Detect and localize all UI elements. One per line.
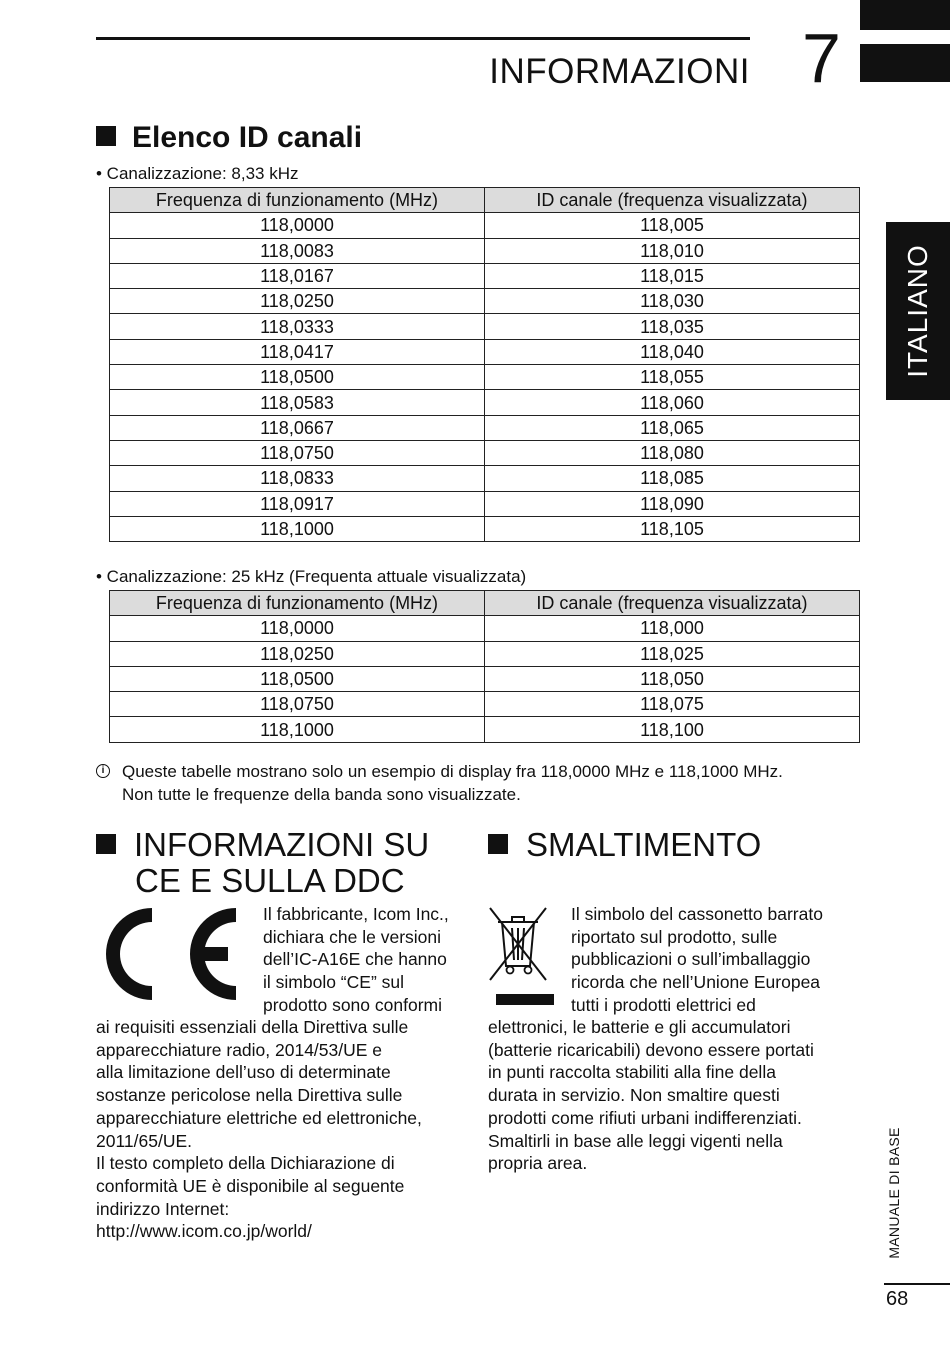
operating-frequency-cell: 118,0250 <box>110 289 485 314</box>
chapter-number: 7 <box>802 19 841 97</box>
table-row <box>110 641 860 666</box>
operating-frequency-cell: 118,0000 <box>110 616 485 641</box>
ce-body-text: ai requisiti essenziali della Direttiva sulle apparecchiature radio, 2014/53/UE e alla limitazione dell’uso di determinate sostanze pericolose nella Direttiva sulle apparecchiature elettriche ed elettroniche, 2011/65/UE. Il testo completo della Dichiarazione di conformità UE è disponibile al seguente indirizzo Internet: http://www.icom.co.jp/world/ <box>96 1017 422 1242</box>
table-row <box>110 263 860 288</box>
chapter-tab-block <box>860 44 950 82</box>
channel-id-cell: 118,060 <box>485 390 860 415</box>
operating-frequency-cell: 118,0083 <box>110 238 485 263</box>
operating-frequency-cell: 118,1000 <box>110 717 485 742</box>
table-header-row <box>110 591 860 616</box>
manual-side-label-text: MANUALE DI BASE <box>886 1126 902 1259</box>
operating-frequency-cell: 118,1000 <box>110 516 485 541</box>
table-row <box>110 440 860 465</box>
note-line-1: Queste tabelle mostrano solo un esempio di display fra 118,0000 MHz e 118,1000 MHz. <box>122 762 783 781</box>
channel-id-cell: 118,075 <box>485 692 860 717</box>
chapter-title: INFORMAZIONI <box>489 52 750 91</box>
channel-id-cell: 118,090 <box>485 491 860 516</box>
page-number: 68 <box>886 1288 909 1310</box>
channel-id-cell: 118,025 <box>485 641 860 666</box>
table-row <box>110 213 860 238</box>
channel-id-cell: 118,055 <box>485 365 860 390</box>
ce-mark-logo <box>96 902 242 1006</box>
operating-frequency-cell: 118,0500 <box>110 365 485 390</box>
table-row <box>110 666 860 691</box>
table-header-row <box>110 188 860 213</box>
table1-caption: • Canalizzazione: 8,33 kHz <box>96 164 299 183</box>
column-header: ID canale (frequenza visualizzata) <box>485 188 860 213</box>
table-row <box>110 692 860 717</box>
channel-list-heading-text: Elenco ID canali <box>132 121 363 154</box>
operating-frequency-cell: 118,0750 <box>110 440 485 465</box>
heading-square-icon <box>488 834 508 854</box>
table-note <box>96 760 783 806</box>
table-row <box>110 339 860 364</box>
heading-square-icon <box>96 834 116 854</box>
language-tab <box>886 222 950 400</box>
ce-intro-text: Il fabbricante, Icom Inc., dichiara che le versioni dell’IC-A16E che hanno il simbolo “CE” sul prodotto sono conformi <box>263 904 449 1015</box>
table2-caption: • Canalizzazione: 25 kHz (Frequenta attuale visualizzata) <box>96 567 527 586</box>
disposal-heading-text: SMALTIMENTO <box>526 826 762 863</box>
channel-id-cell: 118,065 <box>485 415 860 440</box>
channel-id-cell: 118,080 <box>485 440 860 465</box>
footer-rule <box>884 1283 950 1285</box>
operating-frequency-cell: 118,0667 <box>110 415 485 440</box>
info-icon: i <box>96 764 110 778</box>
note-line-2: Non tutte le frequenze della banda sono visualizzate. <box>122 785 521 804</box>
table-row <box>110 516 860 541</box>
channel-list-heading <box>96 121 362 155</box>
ce-heading-line2: CE E SULLA DDC <box>135 862 405 899</box>
table-row <box>110 616 860 641</box>
operating-frequency-cell: 118,0500 <box>110 666 485 691</box>
channel-id-cell: 118,040 <box>485 339 860 364</box>
channel-table-25 <box>109 590 860 743</box>
channel-id-cell: 118,030 <box>485 289 860 314</box>
header-rule <box>96 37 750 40</box>
table-row <box>110 390 860 415</box>
channel-id-cell: 118,105 <box>485 516 860 541</box>
manual-side-label <box>884 1120 904 1265</box>
channel-id-cell: 118,000 <box>485 616 860 641</box>
operating-frequency-cell: 118,0833 <box>110 466 485 491</box>
table-row <box>110 466 860 491</box>
channel-id-cell: 118,100 <box>485 717 860 742</box>
operating-frequency-cell: 118,0250 <box>110 641 485 666</box>
channel-id-cell: 118,035 <box>485 314 860 339</box>
column-header: ID canale (frequenza visualizzata) <box>485 591 860 616</box>
column-header: Frequenza di funzionamento (MHz) <box>110 591 485 616</box>
table-row <box>110 365 860 390</box>
chapter-tab-block-top <box>860 0 950 30</box>
crossed-out-bin-icon <box>488 904 556 1006</box>
heading-square-icon <box>96 126 116 146</box>
ce-heading <box>96 827 429 899</box>
operating-frequency-cell: 118,0917 <box>110 491 485 516</box>
channel-table-833 <box>109 187 860 542</box>
table-row <box>110 491 860 516</box>
channel-id-cell: 118,085 <box>485 466 860 491</box>
disposal-heading <box>488 827 761 863</box>
disposal-intro-text: Il simbolo del cassonetto barrato riportato sul prodotto, sulle pubblicazioni o sull’imballaggio ricorda che nell’Unione Europea tutti i prodotti elettrici ed <box>571 904 823 1015</box>
column-header: Frequenza di funzionamento (MHz) <box>110 188 485 213</box>
operating-frequency-cell: 118,0750 <box>110 692 485 717</box>
operating-frequency-cell: 118,0000 <box>110 213 485 238</box>
table-row <box>110 717 860 742</box>
operating-frequency-cell: 118,0167 <box>110 263 485 288</box>
ce-heading-line1: INFORMAZIONI SU <box>134 826 430 863</box>
channel-id-cell: 118,015 <box>485 263 860 288</box>
table-row <box>110 289 860 314</box>
disposal-body-text: elettronici, le batterie e gli accumulatori (batterie ricaricabili) devono essere portati in punti raccolta stabiliti alla fine della durata in servizio. Non smaltire questi prodotti come rifiuti urbani indifferenziati. Smaltirli in base alle leggi vigenti nella propria area. <box>488 1017 814 1174</box>
table-row <box>110 415 860 440</box>
channel-id-cell: 118,010 <box>485 238 860 263</box>
table-row <box>110 314 860 339</box>
channel-id-cell: 118,005 <box>485 213 860 238</box>
operating-frequency-cell: 118,0333 <box>110 314 485 339</box>
table-row <box>110 238 860 263</box>
operating-frequency-cell: 118,0583 <box>110 390 485 415</box>
language-tab-label: ITALIANO <box>902 244 933 378</box>
operating-frequency-cell: 118,0417 <box>110 339 485 364</box>
channel-id-cell: 118,050 <box>485 666 860 691</box>
